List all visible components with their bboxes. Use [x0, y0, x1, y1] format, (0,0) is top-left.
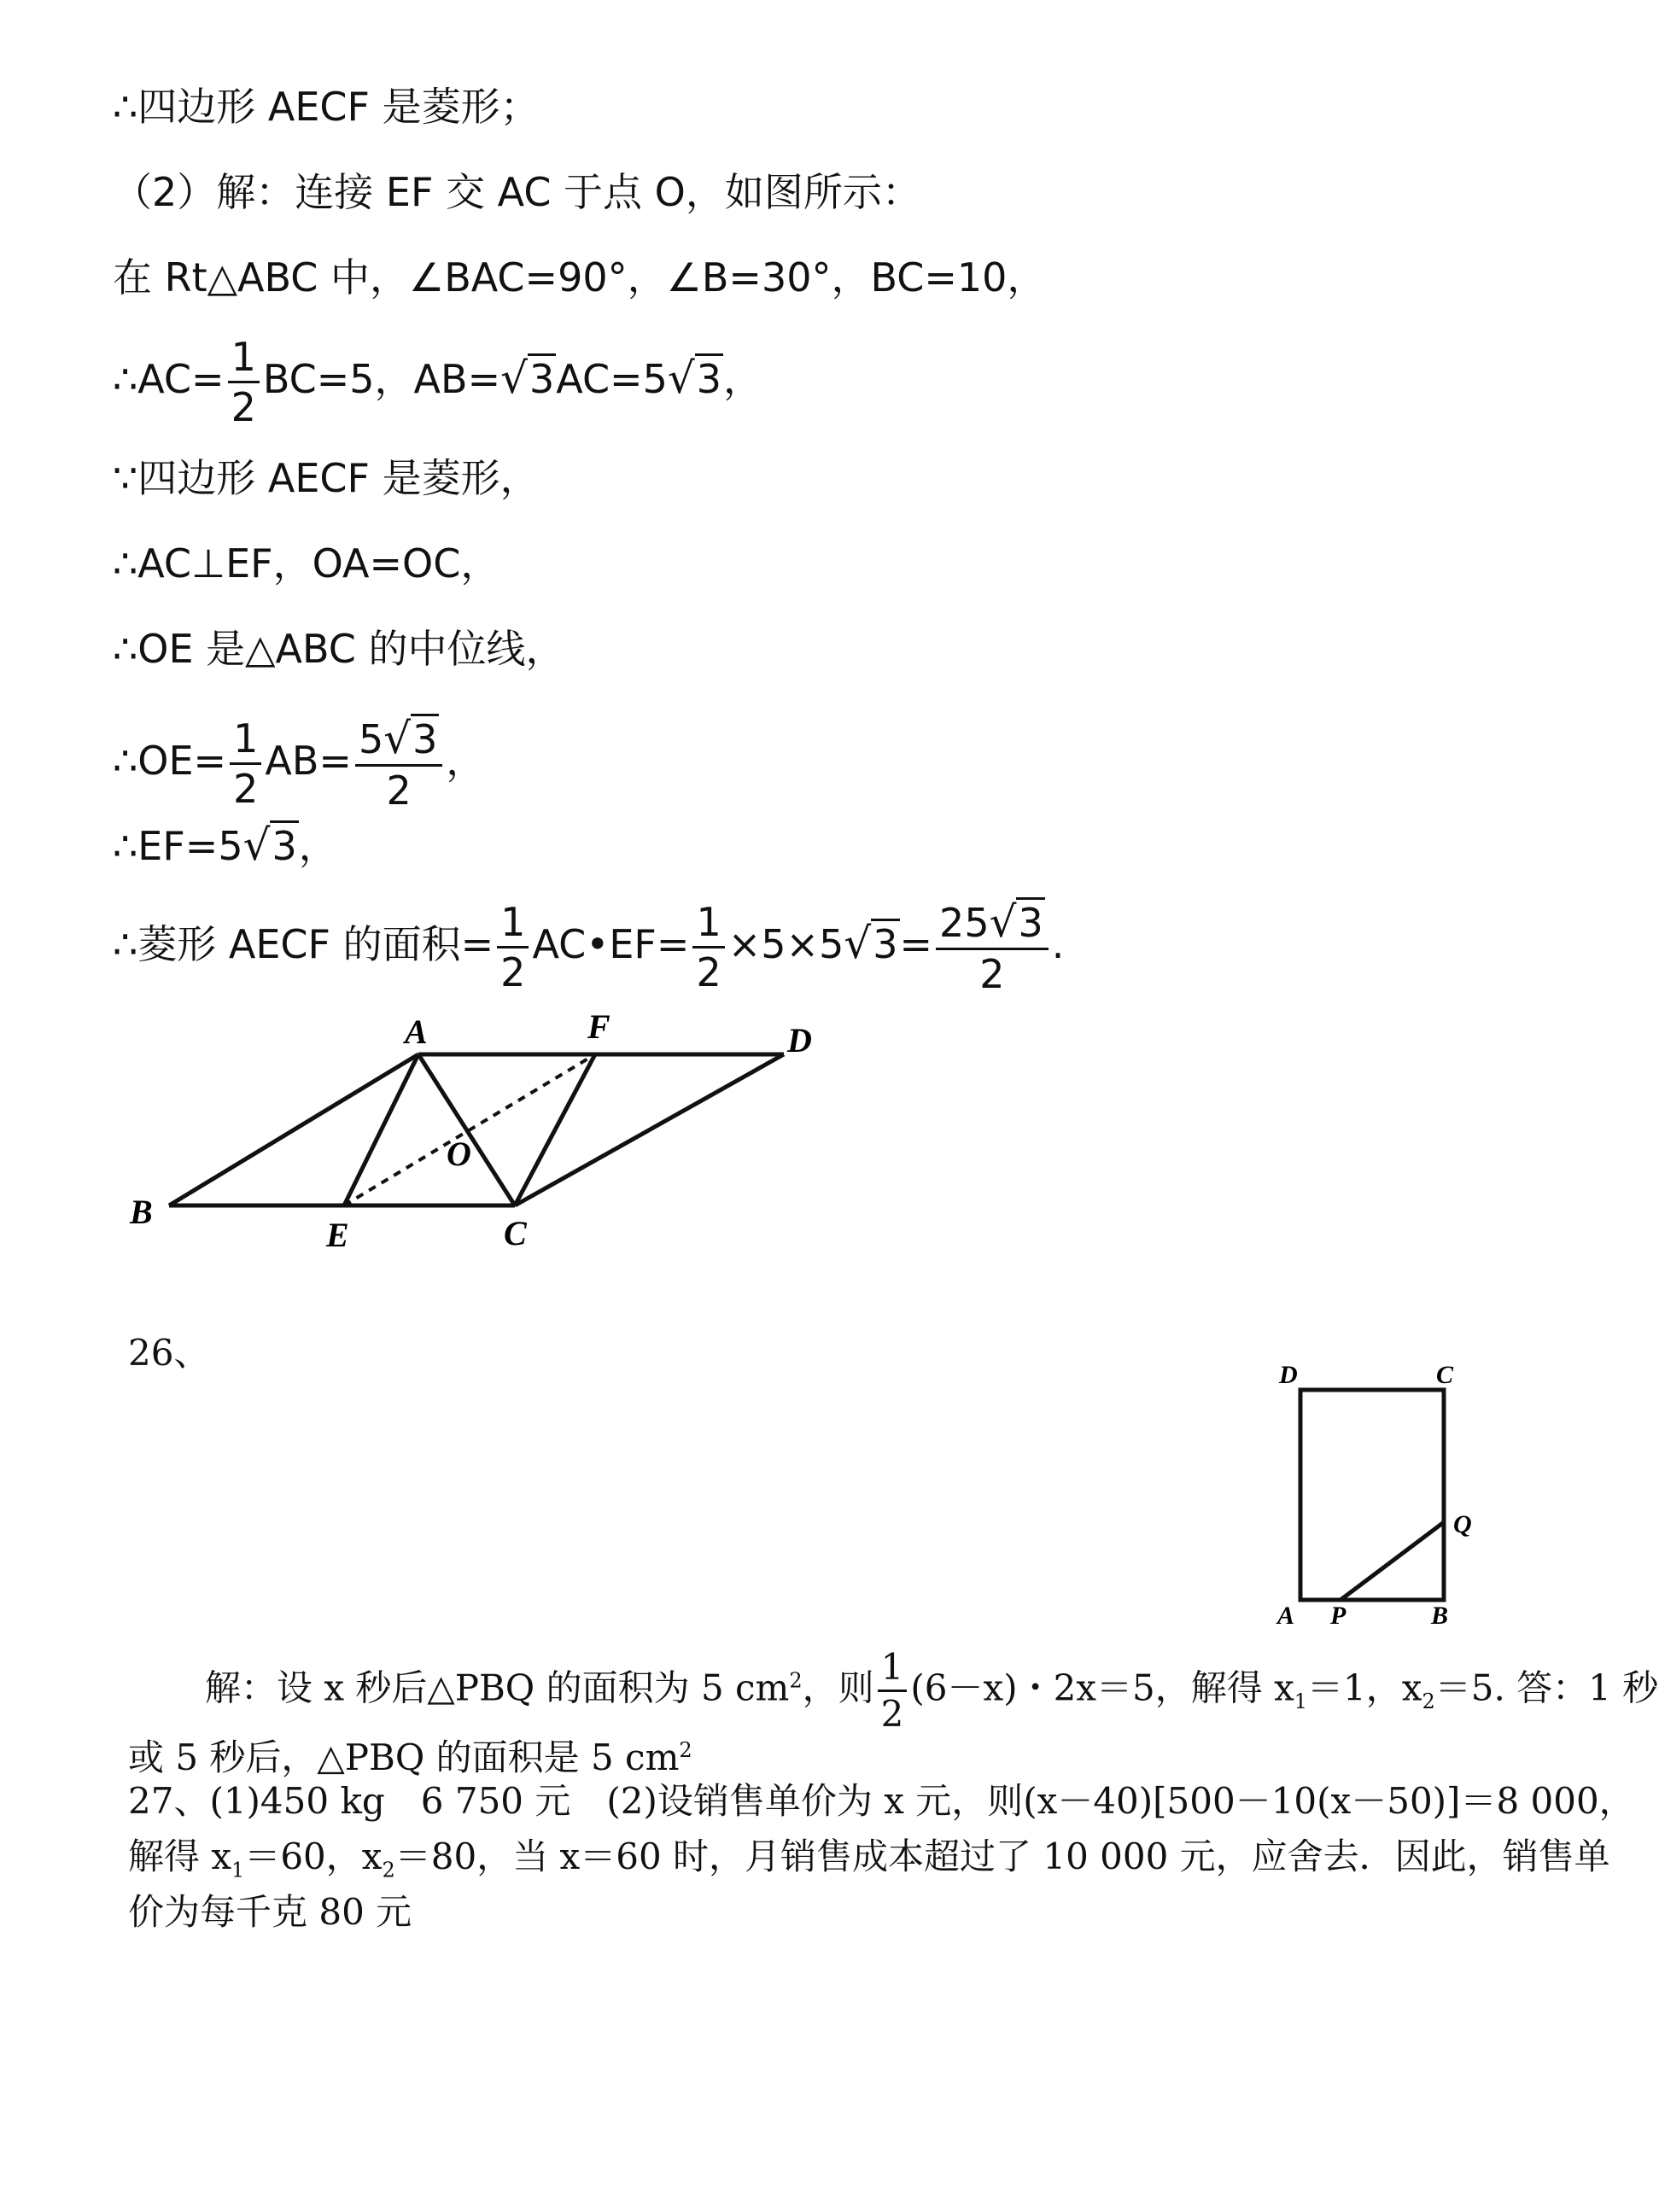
- rect-abcd: [1300, 1390, 1444, 1600]
- sqrt: √3: [383, 714, 438, 763]
- line-10: ∴菱形 AECF 的面积= $\frac{1}{2}$ AC•EF= $\frac{1}{2}$ ×5×5√3= $\frac{25√3}{2}$ .: [113, 897, 1065, 997]
- fraction: $\frac{1}{2}$: [692, 902, 724, 992]
- label-q: Q: [1453, 1510, 1472, 1538]
- fraction: $\frac{25√3}{2}$: [936, 901, 1049, 994]
- line-4: ∴AC= $\frac{1}{2}$ BC=5，AB=√3AC=5√3，: [113, 334, 763, 430]
- label-f: F: [587, 1007, 610, 1046]
- q27-line-1: 27、(1)450 kg 6 750 元 (2)设销售单价为 x 元，则(x－40)[500－10(x－50)]＝8 000，: [128, 1780, 1635, 1822]
- label-d: D: [1279, 1361, 1298, 1389]
- q27-line-2: 解得 $x_1=60$，$x_2=80$，当 x＝60 时，月销售成本超过了 10 000 元，应舍去．因此，销售单: [128, 1836, 1610, 1882]
- sqrt: √3: [500, 353, 555, 403]
- q27-line-3: 价为每千克 80 元: [128, 1891, 412, 1933]
- label-a: A: [405, 1013, 428, 1051]
- line-6: ∴AC⊥EF，OA=OC，: [113, 540, 500, 587]
- sqrt: √3: [242, 820, 297, 870]
- line-5: ∵四边形 AECF 是菱形，: [113, 455, 540, 501]
- label-d: D: [787, 1021, 812, 1059]
- label-c: C: [1436, 1361, 1454, 1389]
- sqrt: √3: [989, 897, 1043, 947]
- segment-pq: [1341, 1522, 1444, 1600]
- fraction: $\frac{1}{2}$: [878, 1649, 908, 1732]
- fraction: $\frac{1}{2}$: [497, 902, 529, 992]
- fraction: $\frac{1}{2}$: [228, 337, 260, 427]
- label-a: A: [1277, 1602, 1295, 1630]
- line-7: ∴OE 是△ABC 的中位线，: [113, 626, 565, 672]
- edge-ac: [418, 1054, 515, 1205]
- rhombus-figure: [0, 982, 854, 1264]
- rectangle-figure: [1264, 1357, 1486, 1639]
- line-9: ∴EF=5√3，: [113, 820, 338, 870]
- label-e: E: [326, 1216, 349, 1254]
- label-b: B: [1431, 1602, 1449, 1630]
- sqrt: √3: [844, 919, 898, 968]
- q26-number: 26、: [128, 1332, 210, 1374]
- line-2: （2）解：连接 EF 交 AC 于点 O，如图所示：: [113, 169, 921, 215]
- fraction: $\frac{1}{2}$: [230, 719, 261, 808]
- sqrt: √3: [667, 353, 722, 403]
- line-8: ∴OE= $\frac{1}{2}$ AB= $\frac{5√3}{2}$ ，: [113, 714, 486, 814]
- label-p: P: [1330, 1602, 1346, 1630]
- fraction: $\frac{5√3}{2}$: [355, 717, 442, 810]
- q26-solution: 解：设 x 秒后△PBQ 的面积为 5 $cm^2$，则 $\frac{1}{2}$ (6－x)・2x＝5，解得 $x_1=1$，$x_2=5$. 答：1 秒: [205, 1646, 1659, 1735]
- label-c: C: [504, 1214, 527, 1252]
- label-b: B: [130, 1193, 153, 1231]
- label-o: O: [447, 1135, 471, 1173]
- q26-answer: 或 5 秒后，△PBQ 的面积是 5 $cm^2$: [128, 1736, 692, 1778]
- line-3: 在 Rt△ABC 中，∠BAC=90°，∠B=30°，BC=10，: [113, 254, 1047, 301]
- line-1: ∴四边形 AECF 是菱形；: [113, 84, 540, 130]
